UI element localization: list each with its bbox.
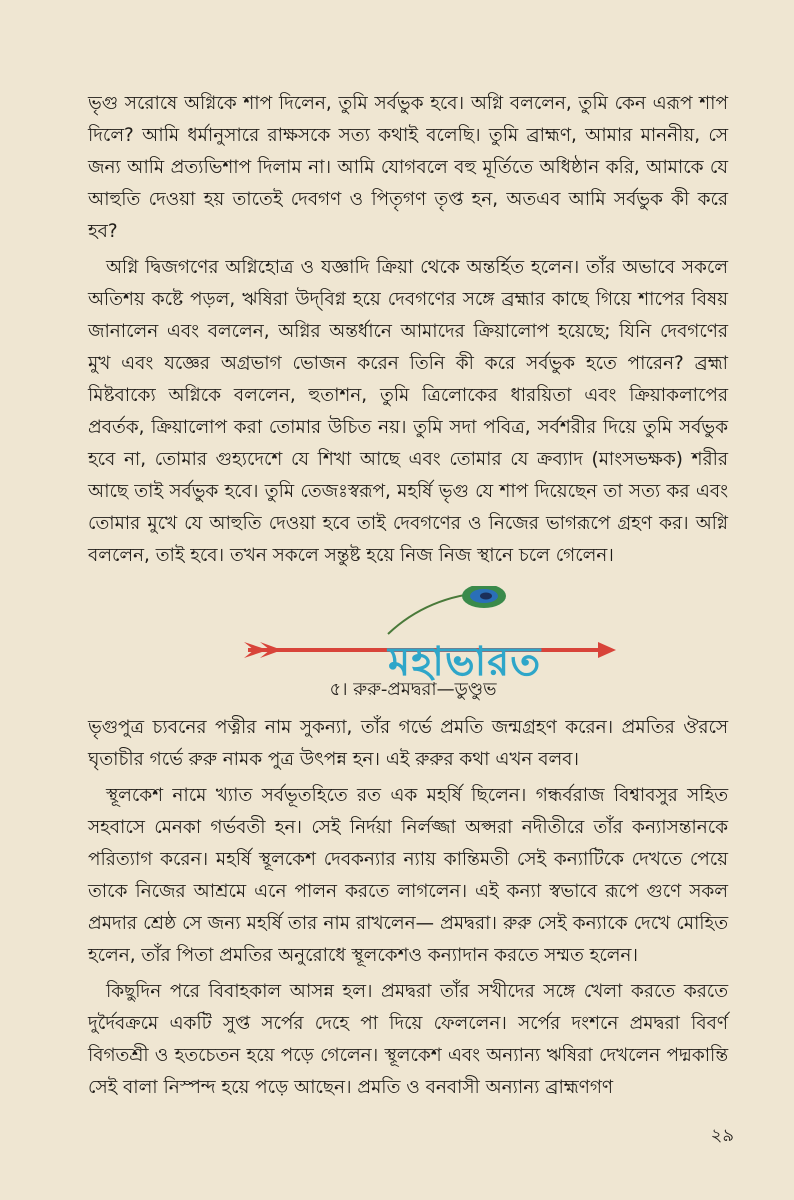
chapter-emblem [88, 586, 728, 706]
paragraph-4: স্থূলকেশ নামে খ্যাত সর্বভূতহিতে রত এক মহর্ষি ছিলেন। গন্ধর্বরাজ বিশ্বাবসুর সহিত সহবাসে মেনকা গর্ভবতী হন। সেই নির্দয়া নির্লজ্জা অপ্সরা নদীতীরে তাঁর কন্যাসন্তানকে পরিত্যাগ করেন। মহর্ষি স্থূলকেশ দেবকন্যার ন্যায় কান্তিমতী সেই কন্যাটিকে দেখতে পেয়ে তাকে নিজের আশ্রমে এনে পালন করতে লাগলেন। এই কন্যা স্বভাবে রূপে গুণে সকল প্রমদার শ্রেষ্ঠ সে জন্য মহর্ষি তার নাম রাখলেন— প্রমদ্বরা। রুরু সেই কন্যাকে দেখে মোহিত হলেন, তাঁর পিতা প্রমতির অনুরোধে স্থূলকেশও কন্যাদান করতে সম্মত হলেন। [88, 785, 728, 966]
book-page [88, 88, 728, 1108]
chapter-heading: ৫। রুরু-প্রমদ্বরা—ডুণ্ডুভ [329, 679, 497, 700]
peacock-feather-icon [388, 586, 506, 634]
paragraph-3: ভৃগুপুত্র চ্যবনের পত্নীর নাম সুকন্যা, তাঁর গর্ভে প্রমতি জন্মগ্রহণ করেন। প্রমতির ঔরসে ঘৃতাচীর গর্ভে রুরু নামক পুত্র উৎপন্ন হন। এই রুরুর কথা এখন বলব। [88, 717, 728, 770]
paragraph-2: অগ্নি দ্বিজগণের অগ্নিহোত্র ও যজ্ঞাদি ক্রিয়া থেকে অন্তর্হিত হলেন। তাঁর অভাবে সকলে অতিশয় কষ্টে পড়ল, ঋষিরা উদ্‌বিগ্ন হয়ে দেবগণের সঙ্গে ব্রহ্মার কাছে গিয়ে শাপের বিষয় জানালেন এবং বললেন, অগ্নির অন্তর্ধানে আমাদের ক্রিয়ালোপ হয়েছে; যিনি দেবগণের মুখ এবং যজ্ঞের অগ্রভাগ ভোজন করেন তিনি কী করে সর্বভুক হতে পারেন? ব্রহ্মা মিষ্টবাক্যে অগ্নিকে বললেন, হুতাশন, তুমি ত্রিলোকের ধারয়িতা এবং ক্রিয়াকলাপের প্রবর্তক, ক্রিয়ালোপ করা তোমার উচিত নয়। তুমি সদা পবিত্র, সর্বশরীর দিয়ে তুমি সর্বভুক হবে না, তোমার গুহ্যদেশে যে শিখা আছে এবং তোমার যে ক্রব্যাদ (মাংসভক্ষক) শরীর আছে তাই সর্বভুক হবে। তুমি তেজঃস্বরূপ, মহর্ষি ভৃগু যে শাপ দিয়েছেন তা সত্য কর এবং তোমার মুখে যে আহুতি দেওয়া হবে তাই দেবগণের ও নিজের ভাগরূপে গ্রহণ কর। অগ্নি বললেন, তাই হবে। তখন সকলে সন্তুষ্ট হয়ে নিজ নিজ স্থানে চলে গেলেন। [88, 257, 728, 566]
page-number: ২৯ [710, 1125, 734, 1146]
paragraph-1: ভৃগু সরোষে অগ্নিকে শাপ দিলেন, তুমি সর্বভুক হবে। অগ্নি বললেন, তুমি কেন এরূপ শাপ দিলে? আমি ধর্মানুসারে রাক্ষসকে সত্য কথাই বলেছি। তুমি ব্রাহ্মণ, আমার মাননীয়, সে জন্য আমি প্রত্যভিশাপ দিলাম না। আমি যোগবলে বহু মূর্তিতে অধিষ্ঠান করি, আমাকে যে আহুতি দেওয়া হয় তাতেই দেবগণ ও পিতৃগণ তৃপ্ত হন, অতএব আমি সর্বভুক কী করে হব? [88, 93, 728, 242]
emblem-title: মহাভারত [388, 639, 542, 685]
paragraph-5: কিছুদিন পরে বিবাহকাল আসন্ন হল। প্রমদ্বরা তাঁর সখীদের সঙ্গে খেলা করতে করতে দুর্দৈবক্রমে একটি সুপ্ত সর্পের দেহে পা দিয়ে ফেললেন। সর্পের দংশনে প্রমদ্বরা বিবর্ণ বিগতশ্রী ও হতচেতন হয়ে পড়ে গেলেন। স্থূলকেশ এবং অন্যান্য ঋষিরা দেখলেন পদ্মকান্তি সেই বালা নিস্পন্দ হয়ে পড়ে আছেন। প্রমতি ও বনবাসী অন্যান্য ব্রাহ্মণগণ [88, 981, 728, 1098]
